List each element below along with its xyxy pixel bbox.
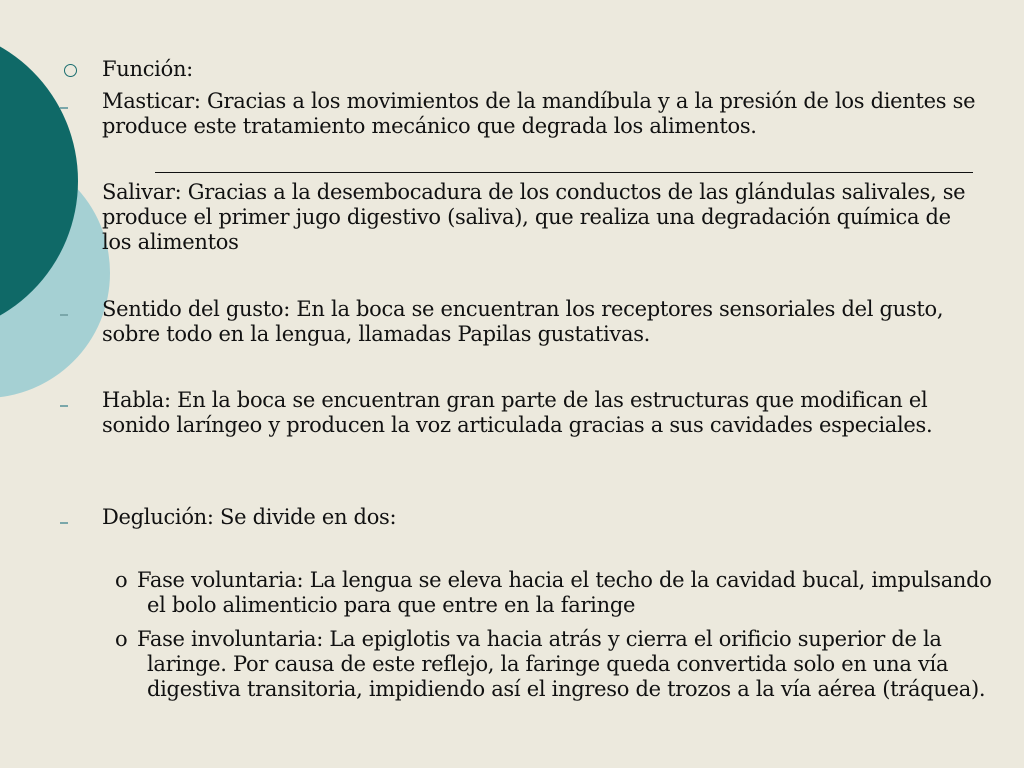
item-habla: Habla: En la boca se encuentran gran parte de las estructuras que modifican el sonido laríngeo y producen la voz articulada gracias a sus cavidades especiales. <box>102 388 933 437</box>
item-salivar: Salivar: Gracias a la desembocadura de los conductos de las glándulas salivales, se produce el primer jugo digestivo (saliva), que realiza una degradación química de los alimentos <box>102 180 966 254</box>
subitem-fase-voluntaria <box>115 568 1007 618</box>
subitem-text: Fase voluntaria: La lengua se eleva hacia el techo de la cavidad bucal, impulsando el bolo alimenticio para que entre en la faringe <box>137 568 992 617</box>
item-masticar: Masticar: Gracias a los movimientos de la mandíbula y a la presión de los dientes se produce este tratamiento mecánico que degrada los alimentos. <box>102 89 976 138</box>
dash-bullet-icon <box>60 405 68 407</box>
sub-marker: o <box>115 627 128 651</box>
sub-marker: o <box>115 568 128 592</box>
dash-bullet-icon <box>60 107 68 109</box>
slide-heading: Función: <box>102 57 193 81</box>
subitem-text: Fase involuntaria: La epiglotis va hacia atrás y cierra el orificio superior de la laringe. Por causa de este reflejo, la faringe queda convertida solo en una vía digestiva transitoria, impidiendo así el ingreso de trozos a la vía aérea (tráquea). <box>137 627 986 701</box>
separator-line <box>155 172 973 173</box>
item-gusto: Sentido del gusto: En la boca se encuentran los receptores sensoriales del gusto, sobre todo en la lengua, llamadas Papilas gustativas. <box>102 297 944 346</box>
circle-bullet-icon <box>64 64 77 77</box>
item-deglucion: Deglución: Se divide en dos: <box>102 505 397 529</box>
dash-bullet-icon <box>60 522 68 524</box>
dash-bullet-icon <box>60 314 68 316</box>
subitem-fase-involuntaria <box>115 627 1007 702</box>
